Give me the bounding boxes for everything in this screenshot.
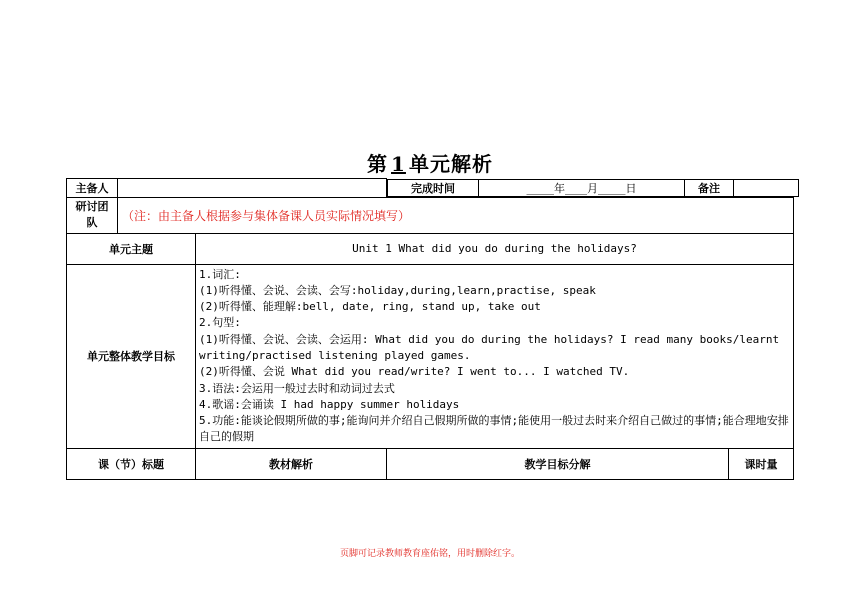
goal-line: (2)听得懂、会说 What did you read/write? I went to... I watched TV.	[199, 365, 630, 379]
note-field[interactable]	[734, 179, 799, 196]
team-label: 研讨团队	[67, 197, 118, 233]
objective-breakdown-header: 教学目标分解	[387, 448, 729, 479]
note-label: 备注	[685, 179, 734, 196]
goals-label: 单元整体教学目标	[67, 264, 196, 448]
goal-line: 5.功能:能谈论假期所做的事;能询问并介绍自己假期所做的事情;能使用一般过去时来介绍自己做过的事情;能合理地安排自己的假期	[199, 414, 789, 444]
preparer-row	[67, 179, 794, 198]
lesson-header-row	[67, 448, 794, 479]
theme-value[interactable]: Unit 1 What did you do during the holidays?	[196, 233, 794, 264]
header-right-inner	[387, 179, 799, 197]
goal-line: (1)听得懂、会说、会读、会写:holiday,during,learn,practise, speak	[199, 283, 596, 297]
goals-row	[67, 264, 794, 448]
material-analysis-header: 教材解析	[196, 448, 387, 479]
preparer-label: 主备人	[67, 179, 118, 198]
page-title	[0, 148, 860, 177]
goal-line: 4.歌谣:会诵读 I had happy summer holidays	[199, 397, 460, 411]
goal-line: 2.句型:	[199, 316, 241, 330]
goal-line: (2)听得懂、能理解:bell, date, ring, stand up, take out	[199, 300, 541, 314]
header-right	[387, 179, 794, 198]
class-hours-header: 课时量	[729, 448, 794, 479]
team-note[interactable]: （注：由主备人根据参与集体备课人员实际情况填写）	[118, 197, 794, 233]
goal-line: 3.语法:会运用一般过去时和动词过去式	[199, 381, 395, 395]
team-row	[67, 197, 794, 233]
title-prefix: 第	[367, 152, 389, 176]
lesson-title-header: 课（节）标题	[67, 448, 196, 479]
goal-line: 1.词汇:	[199, 267, 241, 281]
theme-label: 单元主题	[67, 233, 196, 264]
theme-row	[67, 233, 794, 264]
unit-analysis-grid	[66, 178, 794, 480]
completion-date-field[interactable]: _____年____月_____日	[479, 179, 685, 196]
unit-number: 1	[391, 152, 406, 176]
completion-time-label: 完成时间	[388, 179, 479, 196]
footer-note: 页脚可记录教师教育座佑铭，用时删除红字。	[339, 549, 520, 559]
goals-content[interactable]	[196, 264, 794, 448]
title-suffix: 单元解析	[408, 152, 493, 176]
goal-line: (1)听得懂、会说、会读、会运用: What did you do during the holidays? I read many books/learnt writing/practised listening played games.	[199, 332, 780, 362]
preparer-field[interactable]	[118, 179, 387, 198]
